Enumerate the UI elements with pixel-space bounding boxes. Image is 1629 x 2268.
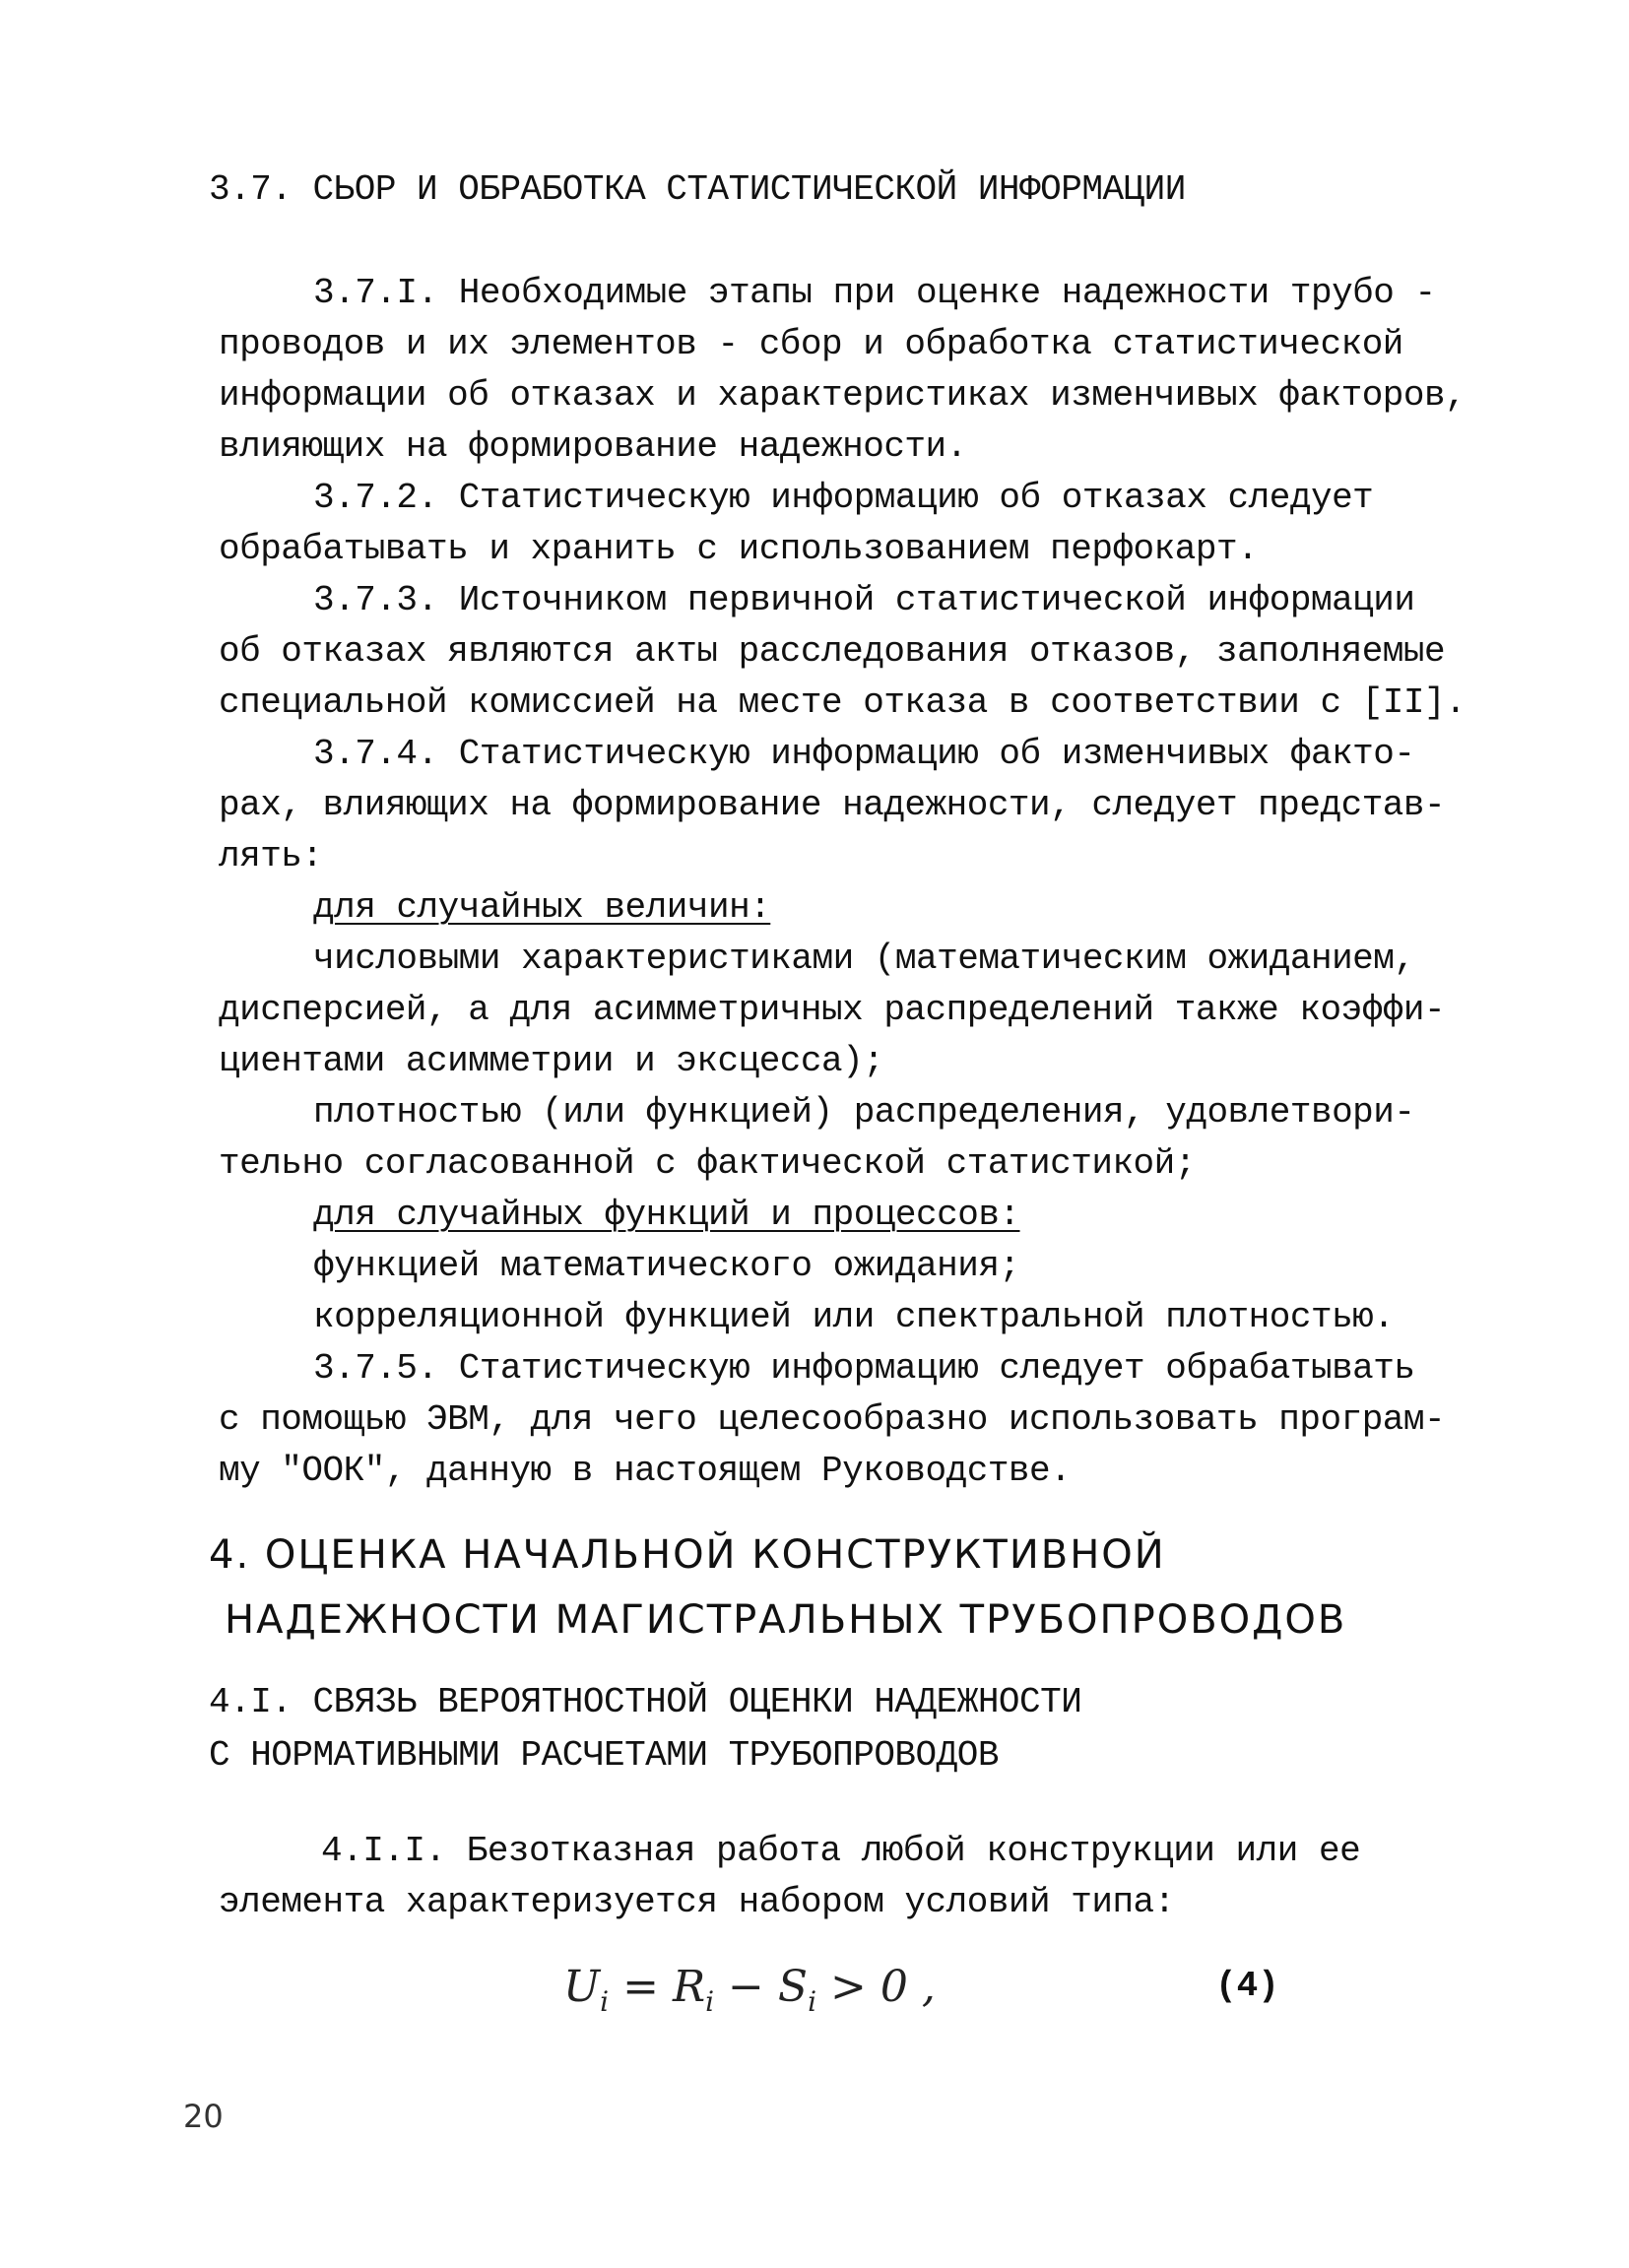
text-line bbox=[219, 1190, 1466, 1241]
section-3-7-title: 3.7. СЬОР И ОБРАБОТКА СТАТИСТИЧЕСКОЙ ИНФОРМАЦИИ bbox=[209, 169, 1186, 210]
text-line: информации об отказах и характеристиках изменчивых факторов, bbox=[219, 375, 1466, 416]
page-number: 20 bbox=[183, 2098, 224, 2135]
formula-eq: = bbox=[622, 1962, 659, 2012]
text-line: рах, влияющих на формирование надежности, следует представ- bbox=[219, 785, 1446, 825]
formula-sub-i: i bbox=[808, 1984, 817, 2018]
section-4-title-line1: 4. ОЦЕНКА НАЧАЛЬНОЙ КОНСТРУКТИВНОЙ bbox=[209, 1532, 1166, 1578]
section-4-1-title-line1: 4.I. СВЯЗЬ ВЕРОЯТНОСТНОЙ ОЦЕНКИ НАДЕЖНОСТИ bbox=[209, 1682, 1082, 1722]
formula-r: R bbox=[672, 1962, 706, 2012]
text-line: 3.7.5. Статистическую информацию следует обрабатывать bbox=[313, 1348, 1415, 1389]
text-line: лять: bbox=[219, 836, 323, 876]
text-line: дисперсией, а для асимметричных распределений также коэффи- bbox=[219, 990, 1446, 1030]
section-4-1-body bbox=[219, 1826, 1360, 1928]
text-line: корреляционной функцией или спектральной плотностью. bbox=[313, 1297, 1395, 1337]
text-line: плотностью (или функцией) распределения, удовлетвори- bbox=[313, 1092, 1415, 1133]
formula-gt: > bbox=[830, 1962, 867, 2012]
text-line: об отказах являются акты расследования отказов, заполняемые bbox=[219, 631, 1446, 672]
subheading-random-functions: для случайных функций и процессов: bbox=[313, 1195, 1020, 1235]
section-3-7-body bbox=[219, 268, 1466, 1497]
text-line: 3.7.4. Статистическую информацию об изменчивых факто- bbox=[313, 734, 1415, 774]
text-line: функцией математического ожидания; bbox=[313, 1246, 1020, 1286]
text-line: 3.7.3. Источником первичной статистической информации bbox=[313, 580, 1415, 620]
section-4-title bbox=[209, 1523, 1346, 1652]
text-line: 3.7.I. Необходимые этапы при оценке надежности трубо - bbox=[313, 273, 1436, 313]
text-line: тельно согласованной с фактической статистикой; bbox=[219, 1143, 1196, 1184]
formula-s: S bbox=[777, 1962, 809, 2012]
text-line: 3.7.2. Статистическую информацию об отказах следует bbox=[313, 478, 1374, 518]
text-line: влияющих на формирование надежности. bbox=[219, 426, 967, 467]
subheading-random-values: для случайных величин: bbox=[313, 887, 771, 928]
formula-4 bbox=[563, 1962, 936, 2018]
formula-minus: − bbox=[728, 1962, 764, 2012]
section-4-1-title bbox=[209, 1676, 1081, 1782]
text-line: с помощью ЭВМ, для чего целесообразно использовать програм- bbox=[219, 1399, 1446, 1440]
section-4-title-line2: НАДЕЖНОСТИ МАГИСТРАЛЬНЫХ ТРУБОПРОВОДОВ bbox=[225, 1597, 1347, 1643]
formula-zero: 0 , bbox=[880, 1962, 936, 2012]
text-line: числовыми характеристиками (математическим ожиданием, bbox=[313, 939, 1415, 979]
text-line: 4.I.I. Безотказная работа любой конструкции или ее bbox=[321, 1831, 1361, 1871]
section-4-1-title-line2: С НОРМАТИВНЫМИ РАСЧЕТАМИ ТРУБОПРОВОДОВ bbox=[209, 1735, 999, 1776]
equation-number: (4) bbox=[1215, 1966, 1279, 2006]
text-line: обрабатывать и хранить с использованием перфокарт. bbox=[219, 529, 1259, 569]
formula-sub-i: i bbox=[600, 1984, 610, 2018]
text-line: циентами асимметрии и эксцесса); bbox=[219, 1041, 884, 1081]
text-line: му "ООК", данную в настоящем Руководстве. bbox=[219, 1451, 1072, 1491]
text-line: элемента характеризуется набором условий типа: bbox=[219, 1882, 1175, 1922]
text-line: проводов и их элементов - сбор и обработка статистической bbox=[219, 324, 1403, 364]
formula-u: U bbox=[563, 1962, 601, 2012]
text-line: специальной комиссией на месте отказа в соответствии с [II]. bbox=[219, 682, 1466, 723]
text-line bbox=[219, 882, 1466, 934]
formula-sub-i: i bbox=[705, 1984, 715, 2018]
